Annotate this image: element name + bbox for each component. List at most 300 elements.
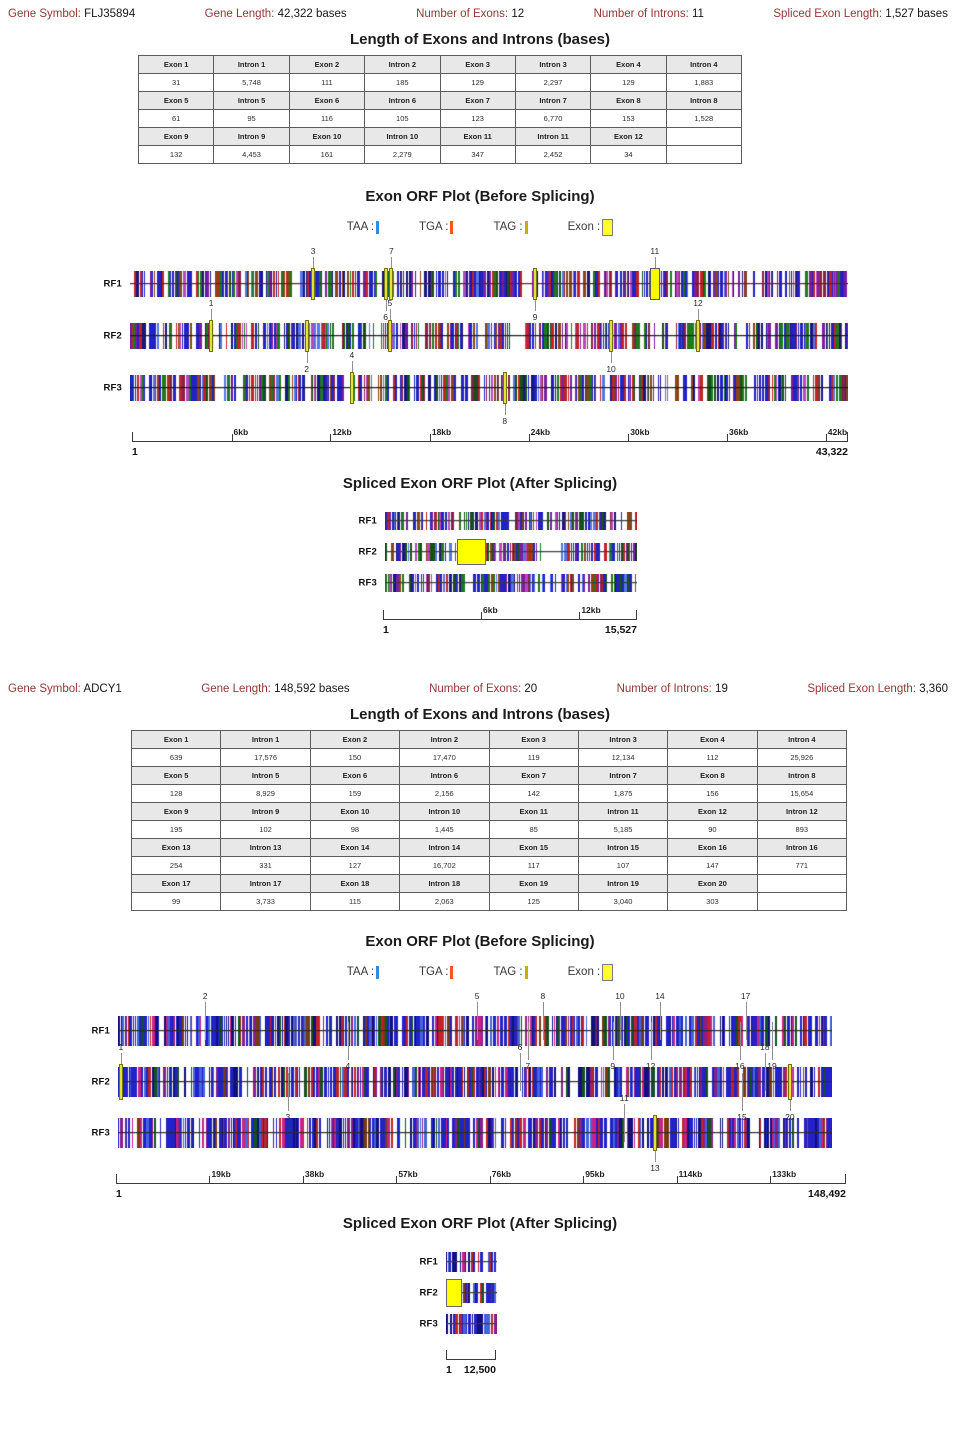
track-row-rf1 (358, 512, 637, 530)
table-value-cell: 2,063 (400, 893, 489, 911)
table-header-cell: Exon 17 (132, 875, 221, 893)
exon-intron-length-table (131, 730, 847, 911)
table-row (132, 839, 847, 857)
table-header-cell: Intron 8 (757, 767, 846, 785)
table-row (132, 893, 847, 911)
exon-count-label: Number of Exons: (429, 683, 522, 695)
exon-number: 15 (737, 1112, 747, 1122)
table-value-cell: 105 (365, 110, 440, 128)
spliced-axis (446, 1345, 496, 1389)
table-header-cell: Exon 7 (489, 767, 578, 785)
axis-end-label: 12,500 (463, 1364, 496, 1376)
exon-number: 5 (474, 991, 480, 1001)
track-row-rf3 (419, 1314, 497, 1334)
table-value-cell: 123 (440, 110, 515, 128)
table-value-cell: 4,453 (214, 146, 289, 164)
table-header-cell: Intron 19 (578, 875, 667, 893)
gene-symbol-pair (8, 681, 122, 697)
table-row (132, 767, 847, 785)
orf-strip-canvas (446, 1314, 497, 1334)
table-header-cell: Exon 14 (310, 839, 399, 857)
axis-tick-label: 57kb (398, 1169, 418, 1179)
axis-tick (209, 1176, 210, 1183)
exon-callout-line (772, 1022, 773, 1060)
spliced-length-pair (807, 681, 948, 697)
table-header-cell: Intron 13 (221, 839, 310, 857)
table-value-cell: 1,883 (666, 74, 741, 92)
exon-number: 9 (532, 312, 538, 322)
gene-symbol-value: FLJ35894 (84, 8, 136, 20)
track-label: RF2 (91, 1076, 110, 1088)
table-row (132, 857, 847, 875)
gene-symbol-value: ADCY1 (83, 683, 122, 695)
table-value-cell: 61 (139, 110, 214, 128)
axis-start-label: 1 (132, 446, 138, 458)
table-header-cell: Intron 11 (578, 803, 667, 821)
table-value-cell: 142 (489, 785, 578, 803)
orf-axis (116, 1169, 846, 1213)
table-row (139, 74, 742, 92)
exon-number: 10 (606, 364, 616, 374)
exon-intron-length-table (138, 55, 742, 164)
exon-number: 8 (502, 416, 508, 426)
table-header-cell: Intron 12 (757, 803, 846, 821)
table-value-cell: 129 (440, 74, 515, 92)
table-value-cell: 161 (289, 146, 364, 164)
table-title: Length of Exons and Introns (bases) (349, 706, 611, 723)
exon-number: 19 (767, 1061, 777, 1071)
exon-number: 10 (615, 991, 625, 1001)
table-title: Length of Exons and Introns (bases) (349, 31, 611, 48)
exon-number: 1 (208, 298, 214, 308)
gene-length-value: 148,592 bases (274, 683, 350, 695)
track-label: RF1 (419, 1256, 438, 1268)
exon-number: 6 (383, 312, 388, 322)
exon-number: 13 (650, 1163, 660, 1173)
spliced-tracks (0, 492, 960, 592)
exon-marker (388, 320, 392, 352)
table-value-cell: 95 (214, 110, 289, 128)
orf-strip-canvas (385, 512, 637, 530)
table-header-cell: Exon 2 (289, 56, 364, 74)
track-row-rf2 (358, 543, 637, 561)
exon-count-value: 20 (524, 683, 538, 695)
table-header-cell: Exon 1 (132, 731, 221, 749)
table-value-cell: 15,654 (757, 785, 846, 803)
intron-count-label: Number of Introns: (593, 8, 689, 20)
intron-count-value: 11 (692, 8, 704, 20)
orf-strip-canvas (118, 1067, 832, 1097)
table-row (132, 803, 847, 821)
exon-count-pair (429, 681, 537, 697)
exon-callout-line (288, 1073, 289, 1111)
stop-codon-tick-icon (525, 966, 528, 979)
axis-tick (628, 434, 629, 441)
table-header-cell: Exon 8 (591, 92, 666, 110)
table-header-cell: Intron 5 (221, 767, 310, 785)
axis-tick-label: 114kb (678, 1169, 703, 1179)
table-row (139, 56, 742, 74)
exon-marker (209, 320, 213, 352)
table-header-cell: Intron 1 (214, 56, 289, 74)
table-header-cell: Intron 7 (578, 767, 667, 785)
orf-strip-canvas (385, 574, 637, 592)
table-header-cell: Intron 3 (515, 56, 590, 74)
exon-marker (389, 268, 393, 300)
table-header-cell: Intron 5 (214, 92, 289, 110)
spliced-axis (383, 605, 637, 649)
table-value-cell: 254 (132, 857, 221, 875)
legend-item-taa (347, 966, 379, 979)
axis-tick-label: 38kb (304, 1169, 325, 1179)
table-header-cell (666, 128, 741, 146)
table-header-cell: Intron 2 (400, 731, 489, 749)
table-header-cell: Intron 9 (214, 128, 289, 146)
stop-codon-tick-icon (376, 221, 379, 234)
exon-number: 4 (349, 350, 355, 360)
table-value-cell: 85 (489, 821, 578, 839)
spliced-exon-block (446, 1279, 462, 1307)
legend-label: TAG : (493, 966, 523, 978)
table-value-cell: 153 (591, 110, 666, 128)
table-header-cell: Exon 11 (440, 128, 515, 146)
track-row-rf1 (419, 1252, 497, 1272)
table-header-cell: Intron 2 (365, 56, 440, 74)
table-value-cell: 2,297 (515, 74, 590, 92)
table-header-cell: Intron 17 (221, 875, 310, 893)
table-header-cell: Intron 15 (578, 839, 667, 857)
axis-tick (579, 612, 580, 619)
stop-codon-tick-icon (376, 966, 379, 979)
table-header-cell: Exon 12 (591, 128, 666, 146)
track-label: RF1 (91, 1025, 110, 1037)
table-value-cell: 150 (310, 749, 399, 767)
exon-callout-line (520, 1053, 521, 1091)
exon-marker (350, 372, 354, 404)
exon-callout-line (746, 1002, 747, 1040)
gene-section-flj35894 (0, 0, 960, 649)
table-value-cell: 195 (132, 821, 221, 839)
stop-codon-tick-icon (450, 221, 453, 234)
exon-number: 6 (517, 1042, 523, 1052)
table-value-cell: 34 (591, 146, 666, 164)
axis-tick (490, 1176, 491, 1183)
table-value-cell: 159 (310, 785, 399, 803)
table-value-cell: 98 (310, 821, 399, 839)
exon-number: 3 (285, 1112, 291, 1122)
table-value-cell: 8,929 (221, 785, 310, 803)
table-value-cell (666, 146, 741, 164)
table-value-cell: 1,875 (578, 785, 667, 803)
axis-tick-label: 18kb (431, 427, 452, 437)
table-value-cell: 107 (578, 857, 667, 875)
axis-tick-label: 24kb (530, 427, 551, 437)
exon-number: 3 (310, 246, 316, 256)
track-label: RF3 (91, 1127, 110, 1139)
table-header-cell: Exon 11 (489, 803, 578, 821)
table-header-cell: Intron 6 (400, 767, 489, 785)
table-header-cell: Exon 12 (668, 803, 757, 821)
axis-tick (430, 434, 431, 441)
exon-number: 9 (610, 1061, 616, 1071)
exon-callout-line (624, 1104, 625, 1142)
table-row (132, 749, 847, 767)
table-header-cell: Intron 18 (400, 875, 489, 893)
axis-tick (330, 434, 331, 441)
gene-length-pair (201, 681, 349, 697)
axis-tick-label: 30kb (630, 427, 650, 437)
table-header-cell: Exon 19 (489, 875, 578, 893)
table-header-cell: Exon 6 (289, 92, 364, 110)
spliced-length-value: 1,527 bases (885, 8, 948, 20)
axis-tick (396, 1176, 397, 1183)
axis-end-tick (446, 1350, 447, 1359)
axis-tick-label: 12kb (581, 605, 601, 615)
axis-tick (770, 1176, 771, 1183)
table-value-cell: 125 (489, 893, 578, 911)
exon-callout-line (742, 1073, 743, 1111)
table-value-cell: 331 (221, 857, 310, 875)
table-header-cell: Exon 18 (310, 875, 399, 893)
table-value-cell: 147 (668, 857, 757, 875)
spliced-length-label: Spliced Exon Length: (773, 8, 883, 20)
table-value-cell: 5,748 (214, 74, 289, 92)
spliced-length-pair (773, 6, 948, 22)
exon-callout-line (651, 1022, 652, 1060)
table-value-cell: 127 (310, 857, 399, 875)
table-header-cell: Intron 8 (666, 92, 741, 110)
exon-callout-line (205, 1002, 206, 1040)
table-value-cell: 1,528 (666, 110, 741, 128)
table-header-cell: Exon 7 (440, 92, 515, 110)
exon-callout-line (660, 1002, 661, 1040)
axis-tick-label: 42kb (827, 427, 848, 437)
exon-number: 11 (619, 1093, 629, 1103)
legend-item-taa (347, 221, 379, 234)
axis-tick (481, 612, 482, 619)
exon-number: 2 (304, 364, 309, 374)
legend-item-exon (568, 219, 614, 236)
table-value-cell: 3,040 (578, 893, 667, 911)
exon-swatch-icon (602, 219, 613, 236)
table-row (139, 92, 742, 110)
table-value-cell: 115 (310, 893, 399, 911)
table-header-cell: Exon 5 (139, 92, 214, 110)
stop-codon-tick-icon (450, 966, 453, 979)
table-value-cell: 16,702 (400, 857, 489, 875)
table-row (132, 821, 847, 839)
axis-tick-label: 95kb (585, 1169, 605, 1179)
table-value-cell: 2,279 (365, 146, 440, 164)
table-value-cell: 31 (139, 74, 214, 92)
table-value-cell: 2,452 (515, 146, 590, 164)
axis-tick (529, 434, 530, 441)
gene-length-label: Gene Length: (204, 8, 275, 20)
track-label: RF3 (358, 577, 377, 589)
table-value-cell: 17,470 (400, 749, 489, 767)
table-row (139, 110, 742, 128)
exon-callout-line (765, 1053, 766, 1091)
orf-tracks (0, 982, 960, 1173)
exon-callout-line (477, 1002, 478, 1040)
axis-tick-label: 6kb (233, 427, 249, 437)
axis-end-label: 15,527 (604, 624, 637, 636)
table-header-cell: Exon 20 (668, 875, 757, 893)
table-value-cell: 117 (489, 857, 578, 875)
orf-strip-canvas (130, 323, 848, 349)
orf-axis (132, 427, 848, 471)
orf-strip-canvas (118, 1016, 832, 1046)
orf-legend (0, 217, 960, 237)
track-row-rf3 (358, 574, 637, 592)
table-value-cell: 111 (289, 74, 364, 92)
table-value-cell (757, 893, 846, 911)
orf-strip-canvas (118, 1118, 832, 1148)
axis-start-label: 1 (446, 1364, 452, 1376)
table-value-cell: 303 (668, 893, 757, 911)
intron-count-pair (594, 6, 704, 22)
intron-count-label: Number of Introns: (616, 683, 712, 695)
table-header-cell: Exon 15 (489, 839, 578, 857)
table-header-cell: Exon 9 (132, 803, 221, 821)
table-value-cell: 102 (221, 821, 310, 839)
gene-section-adcy1 (0, 675, 960, 1389)
orf-strip-canvas (385, 543, 637, 561)
table-value-cell: 771 (757, 857, 846, 875)
exon-number: 2 (202, 991, 208, 1001)
legend-label: TGA : (419, 966, 449, 978)
table-value-cell: 116 (289, 110, 364, 128)
exon-marker (503, 372, 507, 404)
gene-length-label: Gene Length: (201, 683, 271, 695)
intron-count-value: 19 (715, 683, 728, 695)
legend-item-tag (493, 966, 527, 979)
axis-end-label: 148,492 (808, 1188, 846, 1200)
exon-number: 8 (540, 991, 546, 1001)
table-header-cell: Intron 1 (221, 731, 310, 749)
exon-marker (305, 320, 309, 352)
exon-number: 4 (345, 1061, 351, 1071)
spliced-exon-block (457, 539, 486, 565)
axis-tick (727, 434, 728, 441)
exon-number: 14 (655, 991, 665, 1001)
axis-end-tick (116, 1174, 117, 1183)
gene-header (0, 0, 960, 22)
table-header-cell: Exon 10 (289, 128, 364, 146)
track-row-rf2 (419, 1283, 497, 1303)
table-header-cell: Exon 4 (668, 731, 757, 749)
exon-number: 7 (525, 1061, 531, 1071)
table-header-cell: Intron 7 (515, 92, 590, 110)
gene-header (0, 675, 960, 697)
stop-codon-tick-icon (525, 221, 528, 234)
axis-tick (583, 1176, 584, 1183)
exon-marker (609, 320, 613, 352)
track-label: RF2 (358, 546, 377, 558)
axis-line (446, 1359, 496, 1360)
table-value-cell: 5,185 (578, 821, 667, 839)
axis-tick-label: 12kb (332, 427, 352, 437)
legend-label: TAG : (493, 221, 523, 233)
table-value-cell: 12,134 (578, 749, 667, 767)
table-row (132, 875, 847, 893)
exon-count-value: 12 (511, 8, 525, 20)
axis-end-tick (383, 610, 384, 619)
table-row (132, 731, 847, 749)
table-header-cell: Exon 1 (139, 56, 214, 74)
legend-item-tag (493, 221, 527, 234)
legend-item-tga (419, 221, 453, 234)
track-row-rf2 (103, 298, 848, 374)
exon-marker (311, 268, 315, 300)
exon-number: 5 (387, 298, 393, 308)
track-label: RF2 (419, 1287, 438, 1299)
table-header-cell: Intron 10 (400, 803, 489, 821)
exon-count-label: Number of Exons: (416, 8, 509, 20)
track-label: RF1 (358, 515, 377, 527)
axis-tick (677, 1176, 678, 1183)
track-label: RF3 (419, 1318, 438, 1330)
orf-strip-canvas (446, 1252, 497, 1272)
exon-callout-line (528, 1022, 529, 1060)
legend-label: Exon : (567, 966, 601, 978)
table-value-cell: 156 (668, 785, 757, 803)
exon-number: 16 (735, 1061, 745, 1071)
table-header-cell: Exon 10 (310, 803, 399, 821)
gene-symbol-label: Gene Symbol: (8, 8, 81, 20)
orf-strip-canvas (130, 375, 848, 401)
exon-number: 7 (388, 246, 394, 256)
orf-plot-title: Exon ORF Plot (Before Splicing) (365, 188, 595, 205)
table-row (139, 128, 742, 146)
table-value-cell: 132 (139, 146, 214, 164)
orf-legend (0, 962, 960, 982)
exon-count-pair (416, 6, 524, 22)
legend-label: TAA : (346, 221, 375, 233)
exon-number: 12 (693, 298, 703, 308)
gene-symbol-label: Gene Symbol: (8, 683, 81, 695)
exon-marker (119, 1064, 123, 1100)
spliced-tracks (0, 1232, 960, 1334)
axis-line (116, 1183, 846, 1184)
legend-label: Exon : (567, 221, 601, 233)
table-value-cell: 17,576 (221, 749, 310, 767)
table-header-cell (757, 875, 846, 893)
table-value-cell: 128 (132, 785, 221, 803)
table-value-cell: 1,445 (400, 821, 489, 839)
exon-number: 1 (118, 1042, 124, 1052)
track-label: RF2 (103, 330, 122, 342)
axis-tick (826, 434, 827, 441)
table-value-cell: 347 (440, 146, 515, 164)
orf-tracks (0, 237, 960, 426)
table-value-cell: 119 (489, 749, 578, 767)
table-value-cell: 90 (668, 821, 757, 839)
table-row (139, 146, 742, 164)
spliced-length-label: Spliced Exon Length: (807, 683, 917, 695)
table-header-cell: Exon 2 (310, 731, 399, 749)
exon-callout-line (620, 1002, 621, 1040)
intron-count-pair (617, 681, 728, 697)
axis-start-label: 1 (116, 1188, 122, 1200)
table-header-cell: Exon 3 (489, 731, 578, 749)
spliced-plot-title: Spliced Exon ORF Plot (After Splicing) (342, 1215, 618, 1232)
table-value-cell: 6,770 (515, 110, 590, 128)
table-row (132, 785, 847, 803)
exon-number: 12 (645, 1061, 656, 1071)
table-header-cell: Intron 10 (365, 128, 440, 146)
table-header-cell: Intron 4 (666, 56, 741, 74)
